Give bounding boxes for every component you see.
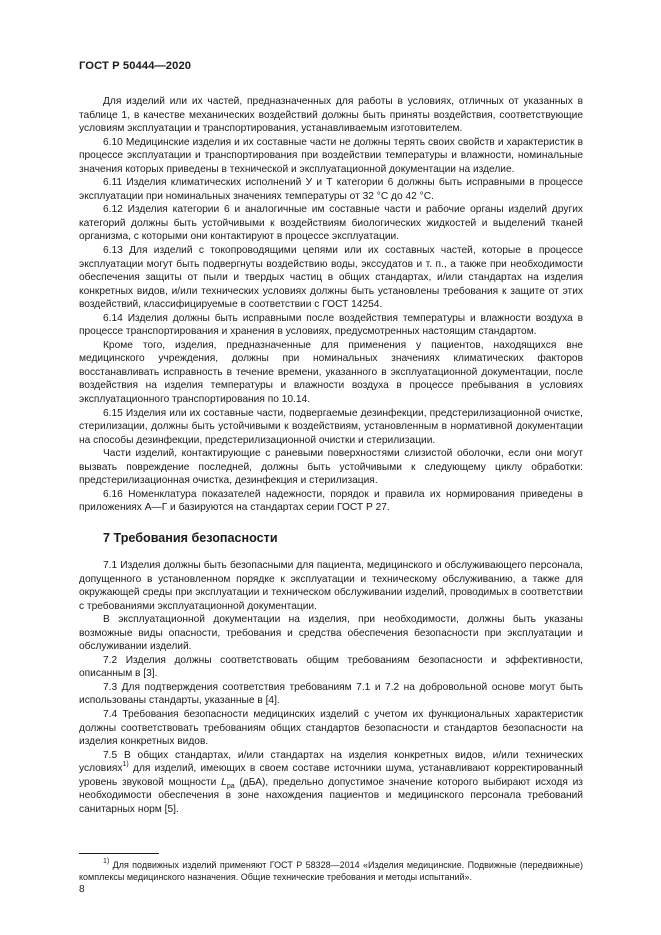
paragraph-7-2: 7.2 Изделия должны соответствовать общим требованиям безопасности и эффективности, описанным в [3]. bbox=[79, 654, 583, 680]
symbol-subscript: pa bbox=[226, 782, 235, 790]
paragraph-6-12: 6.12 Изделия категории 6 и аналогичные им составные части и рабочие органы изделий других категорий должны быть устойчивыми к воздействиям биологических жидкостей и выделений тканей организма, с которыми они контактируют в процессе эксплуатации. bbox=[79, 204, 583, 243]
symbol-sound-power: L bbox=[221, 776, 227, 788]
footnote-body: Для подвижных изделий применяют ГОСТ Р 58328—2014 «Изделия медицинские. Подвижные (передвижные) комплексы медицинского назначения. Общие технические требования и методы испытаний». bbox=[79, 860, 583, 883]
footnote-text bbox=[79, 859, 583, 883]
paragraph-7-3: 7.3 Для подтверждения соответствия требованиям 7.1 и 7.2 на добровольной основе могут быть использованы стандарты, указанные в [4]. bbox=[79, 681, 583, 707]
footnote-mark: 1) bbox=[103, 858, 110, 865]
footnote-divider bbox=[79, 853, 159, 854]
section-title: 7 Требования безопасности bbox=[103, 530, 278, 545]
paragraph-text: (дБА), предельно допустимое значение которого выбирают исходя из необходимости обеспечения в зоне нахождения пациентов и медицинского персонала требований санитарных норм [5]. bbox=[79, 776, 583, 815]
paragraph: Для изделий или их частей, предназначенных для работы в условиях, отличных от указанных в таблице 1, в качестве механических воздействий должны быть приняты воздействия, соответствующие условиям эксплуатации и транспортирования, устанавливаемым изготовителем. bbox=[79, 96, 583, 135]
paragraph: Части изделий, контактирующие с раневыми поверхностями слизистой оболочки, если они могут вызвать повреждение последней, должны быть устойчивыми к следующему циклу обработки: предстерилизационная очистка, дезинфекция и стерилизация. bbox=[79, 448, 583, 487]
paragraph: В эксплуатационной документации на изделия, при необходимости, должны быть указаны возможные виды опасности, требования и средства обеспечения безопасности при эксплуатации и обслуживании изделий. bbox=[79, 614, 583, 653]
paragraph: Кроме того, изделия, предназначенные для применения у пациентов, находящихся вне медицинского учреждения, должны при номинальных значениях климатических факторов восстанавливать исправность в течение времени, указанного в эксплуатационной документации, после воздействия на изделия температуры и влажности воздуха в процессе пребывания в условиях эксплуатационного транспортирования по 10.14. bbox=[79, 339, 583, 406]
paragraph-6-10: 6.10 Медицинские изделия и их составные части не должны терять своих свойств и характеристик в процессе эксплуатации и транспортирования при воздействии температуры и влажности, номинальные значения которых приведены в технической и эксплуатационной документации на изделие. bbox=[79, 136, 583, 175]
paragraph-7-4: 7.4 Требования безопасности медицинских изделий с учетом их функциональных характеристик должны соответствовать требованиям общих стандартов безопасности и стандартов безопасности на изделия конкретных видов. bbox=[79, 708, 583, 748]
paragraph-text: 7.5 В общих стандартах, и/или стандартах на изделия конкретных видов, и/или технических условиях bbox=[79, 749, 583, 775]
paragraph-6-13: 6.13 Для изделий с токопроводящими цепями или их составных частей, которые в процессе эксплуатации могут быть подвергнуты воздействию воды, экссудатов и т. п., а также при необходимости обеспечения защиты от пыли и твердых частиц в общих стандартах, и/или стандартах на изделия конкретных видов, и/или технических условиях должны быть установлены требования к защите от этих воздействий, классифицируемые в соответствии с ГОСТ 14254. bbox=[79, 245, 583, 311]
paragraph-7-5 bbox=[79, 749, 583, 817]
document-body bbox=[79, 95, 583, 816]
paragraph-text: для изделий, имеющих в своем составе источники шума, устанавливают корректированный уровень звуковой мощности bbox=[79, 763, 583, 788]
paragraph-6-14: 6.14 Изделия должны быть исправными после воздействия температуры и влажности воздуха в процессе транспортирования и хранения в условиях, предусмотренных настоящим стандартом. bbox=[79, 312, 583, 338]
document-header: ГОСТ Р 50444—2020 bbox=[79, 60, 192, 72]
paragraph-7-1: 7.1 Изделия должны быть безопасными для пациента, медицинского и обслуживающего персонала, допущенного в установленном порядке к эксплуатации и техническому обслуживанию, а также для окружающей среды при эксплуатации и техническом обслуживании изделий, проводимых в соответствии с требованиями эксплуатационной документации. bbox=[79, 559, 583, 612]
paragraph-6-16: 6.16 Номенклатура показателей надежности, порядок и правила их нормирования приведены в приложениях А—Г и базируются на стандартах серии ГОСТ Р 27. bbox=[79, 488, 583, 514]
page-number: 8 bbox=[79, 884, 85, 895]
paragraph-6-11: 6.11 Изделия климатических исполнений У и Т категории 6 должны быть исправными в процессе эксплуатации при номинальных значениях температуры от 32 °С до 42 °С. bbox=[79, 177, 583, 202]
footnote-reference: 1) bbox=[122, 760, 129, 768]
paragraph-6-15: 6.15 Изделия или их составные части, подвергаемые дезинфекции, предстерилизационной очистке, стерилизации, должны быть устойчивыми к воздействиям, установленным в нормативной документации на способы дезинфекции, предстерилизационной очистки и стерилизации. bbox=[79, 407, 583, 446]
footnote bbox=[79, 859, 583, 883]
